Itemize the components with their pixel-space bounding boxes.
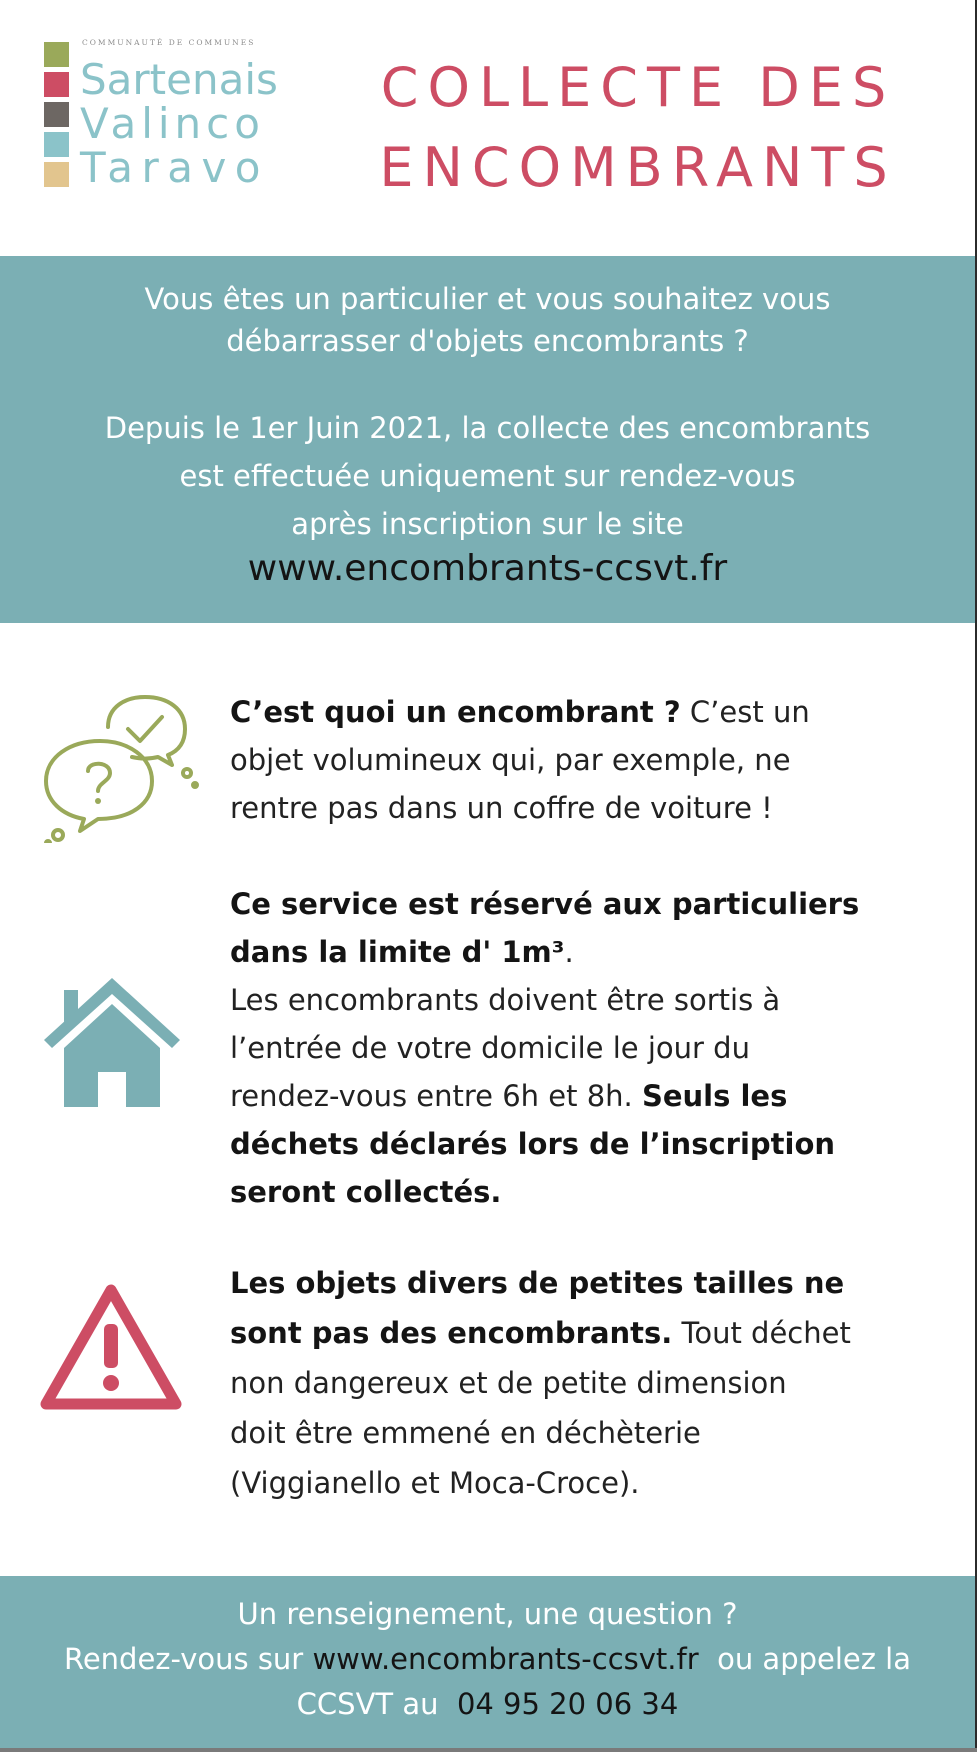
intro-paragraph xyxy=(0,404,975,548)
house-icon xyxy=(44,976,180,1116)
logo-square-green xyxy=(44,42,69,67)
title-line-2: ENCOMBRANTS xyxy=(379,136,897,199)
page-title xyxy=(318,48,958,208)
intro-question-line-2: débarrasser d'objets encombrants ? xyxy=(226,324,749,358)
section-what-is-encombrant xyxy=(0,685,975,865)
footer-band xyxy=(0,1576,975,1748)
footer-line-3 xyxy=(0,1682,975,1727)
footer-website-link[interactable]: www.encombrants-ccsvt.fr xyxy=(312,1642,699,1676)
s2-line: seront collectés. xyxy=(230,1175,502,1209)
s3-line: doit être emmené en déchèterie xyxy=(230,1416,701,1450)
logo-line-valinco: Valinco xyxy=(80,99,265,148)
footer-line-2 xyxy=(0,1637,975,1682)
footer-line-3-prefix: CCSVT au xyxy=(296,1687,457,1721)
footer-line-2-prefix: Rendez-vous sur xyxy=(63,1642,313,1676)
section-2-text xyxy=(230,880,930,1216)
footer-line-2-suffix: ou appelez la xyxy=(698,1642,912,1676)
logo-square-red xyxy=(44,72,69,97)
intro-paragraph-line-2: est effectuée uniquement sur rendez-vous xyxy=(179,459,796,493)
section-3-text xyxy=(230,1258,930,1508)
s3-line: sont pas des encombrants. Tout déchet xyxy=(230,1316,851,1350)
intro-question-line-1: Vous êtes un particulier et vous souhaitez vous xyxy=(144,282,831,316)
s3-line: non dangereux et de petite dimension xyxy=(230,1366,787,1400)
warning-triangle-icon xyxy=(38,1282,184,1418)
intro-band xyxy=(0,256,975,623)
s2-line: rendez-vous entre 6h et 8h. Seuls les xyxy=(230,1079,788,1113)
logo-line-sartenais: Sartenais xyxy=(80,55,278,104)
footer-phone-link[interactable]: 04 95 20 06 34 xyxy=(456,1687,679,1721)
section-service-reserved xyxy=(0,880,975,1220)
speech-bubbles-question-check-icon xyxy=(40,693,210,847)
logo-square-blue xyxy=(44,132,69,157)
logo-overline: COMMUNAUTÉ DE COMMUNES xyxy=(82,38,256,47)
intro-paragraph-line-1: Depuis le 1er Juin 2021, la collecte des encombrants xyxy=(104,411,871,445)
s1-line: C’est quoi un encombrant ? C’est un xyxy=(230,695,810,729)
ccsvt-logo xyxy=(44,38,284,198)
intro-website-link[interactable]: www.encombrants-ccsvt.fr xyxy=(247,548,728,589)
section-small-items xyxy=(0,1258,975,1508)
s3-line: Les objets divers de petites tailles ne xyxy=(230,1266,845,1300)
intro-paragraph-line-3: après inscription sur le site xyxy=(291,507,684,541)
logo-line-taravo: Taravo xyxy=(80,143,269,192)
logo-square-sand xyxy=(44,162,69,187)
header xyxy=(0,0,975,256)
page-edge-bottom xyxy=(0,1748,977,1752)
s2-line: l’entrée de votre domicile le jour du xyxy=(230,1031,750,1065)
s3-line: (Viggianello et Moca-Croce). xyxy=(230,1466,640,1500)
s1-line: rentre pas dans un coffre de voiture ! xyxy=(230,791,773,825)
intro-question xyxy=(0,278,975,362)
s2-line: dans la limite d' 1m³. xyxy=(230,935,574,969)
footer-line-1: Un renseignement, une question ? xyxy=(237,1597,738,1631)
s2-line: Ce service est réservé aux particuliers xyxy=(230,887,860,921)
logo-square-gray xyxy=(44,102,69,127)
s1-line: objet volumineux qui, par exemple, ne xyxy=(230,743,791,777)
s2-line: déchets déclarés lors de l’inscription xyxy=(230,1127,836,1161)
section-1-text xyxy=(230,688,930,832)
s2-line: Les encombrants doivent être sortis à xyxy=(230,983,781,1017)
title-line-1: COLLECTE DES xyxy=(380,56,896,119)
